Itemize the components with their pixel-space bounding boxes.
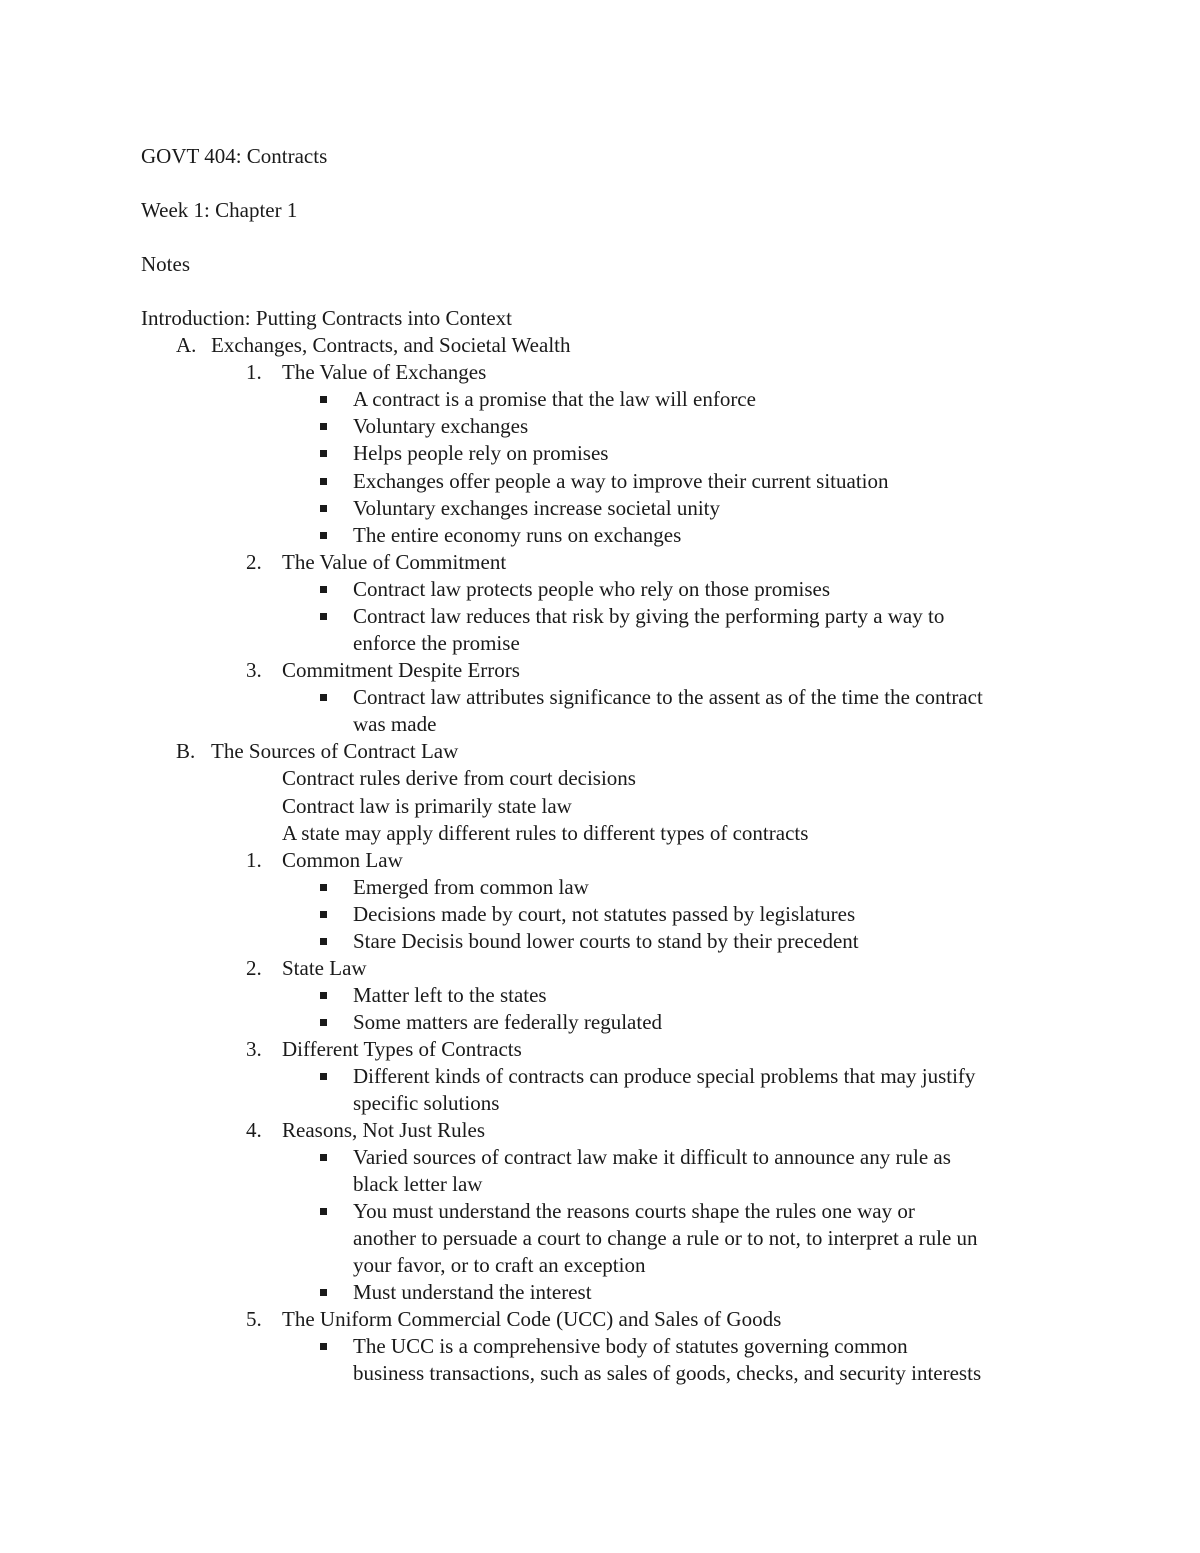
bullet-text-continued: black letter law	[353, 1172, 483, 1196]
bullet-text: A contract is a promise that the law will enforce	[353, 387, 756, 411]
bullet-text: Varied sources of contract law make it difficult to announce any rule as	[353, 1145, 951, 1169]
intro-text: Contract law is primarily state law	[282, 794, 572, 818]
bullet-square-icon	[320, 532, 327, 539]
item-label: The Value of Commitment	[282, 550, 507, 574]
bullet-square-icon	[320, 1073, 327, 1080]
bullet-text: Contract law attributes significance to the assent as of the time the contract	[353, 685, 983, 709]
section-a-marker: A.	[176, 333, 197, 357]
bullet-square-icon	[320, 505, 327, 512]
bullet-square-icon	[320, 396, 327, 403]
bullet-text-continued: enforce the promise	[353, 631, 520, 655]
document-title: GOVT 404: Contracts	[141, 144, 328, 168]
bullet-square-icon	[320, 423, 327, 430]
item-label: The Uniform Commercial Code (UCC) and Sales of Goods	[282, 1307, 782, 1331]
bullet-text: Contract law reduces that risk by giving the performing party a way to	[353, 604, 945, 628]
bullet-text: Must understand the interest	[353, 1280, 592, 1304]
bullet-text-continued: another to persuade a court to change a rule or to not, to interpret a rule un	[353, 1226, 978, 1250]
bullet-text: Decisions made by court, not statutes passed by legislatures	[353, 902, 856, 926]
bullet-square-icon	[320, 992, 327, 999]
bullet-text: The entire economy runs on exchanges	[353, 523, 682, 547]
item-marker: 1.	[246, 360, 262, 384]
item-marker: 2.	[246, 550, 262, 574]
bullet-text: Emerged from common law	[353, 875, 589, 899]
intro-text: A state may apply different rules to different types of contracts	[282, 821, 809, 845]
bullet-text: You must understand the reasons courts shape the rules one way or	[353, 1199, 915, 1223]
bullet-square-icon	[320, 450, 327, 457]
intro-text: Contract rules derive from court decisions	[282, 766, 636, 790]
item-marker: 1.	[246, 848, 262, 872]
bullet-text-continued: business transactions, such as sales of goods, checks, and security interests	[353, 1361, 982, 1385]
bullet-text: Exchanges offer people a way to improve their current situation	[353, 469, 889, 493]
bullet-text: Contract law protects people who rely on those promises	[353, 577, 831, 601]
section-b-label: The Sources of Contract Law	[211, 739, 459, 763]
bullet-text: The UCC is a comprehensive body of statutes governing common	[353, 1334, 908, 1358]
bullet-text: Different kinds of contracts can produce special problems that may justify	[353, 1064, 976, 1088]
item-label: Commitment Despite Errors	[282, 658, 520, 682]
item-marker: 3.	[246, 658, 262, 682]
bullet-text-continued: was made	[353, 712, 437, 736]
item-marker: 3.	[246, 1037, 262, 1061]
section-a-label: Exchanges, Contracts, and Societal Wealth	[211, 333, 571, 357]
week-heading: Week 1: Chapter 1	[141, 198, 298, 222]
item-marker: 4.	[246, 1118, 262, 1142]
bullet-text: Matter left to the states	[353, 983, 547, 1007]
bullet-text-continued: specific solutions	[353, 1091, 500, 1115]
bullet-square-icon	[320, 694, 327, 701]
bullet-square-icon	[320, 1289, 327, 1296]
section-b-marker: B.	[176, 739, 196, 763]
bullet-text: Helps people rely on promises	[353, 441, 609, 465]
bullet-square-icon	[320, 1019, 327, 1026]
notes-heading: Notes	[141, 252, 190, 276]
section-heading: Introduction: Putting Contracts into Context	[141, 306, 512, 330]
bullet-square-icon	[320, 1343, 327, 1350]
bullet-square-icon	[320, 613, 327, 620]
item-label: State Law	[282, 956, 367, 980]
bullet-square-icon	[320, 1154, 327, 1161]
bullet-text: Stare Decisis bound lower courts to stand by their precedent	[353, 929, 859, 953]
bullet-text: Voluntary exchanges	[353, 414, 529, 438]
item-label: Reasons, Not Just Rules	[282, 1118, 486, 1142]
bullet-text-continued: your favor, or to craft an exception	[353, 1253, 646, 1277]
item-marker: 5.	[246, 1307, 262, 1331]
bullet-square-icon	[320, 586, 327, 593]
bullet-text: Voluntary exchanges increase societal unity	[353, 496, 720, 520]
bullet-text: Some matters are federally regulated	[353, 1010, 663, 1034]
bullet-square-icon	[320, 911, 327, 918]
item-marker: 2.	[246, 956, 262, 980]
item-label: The Value of Exchanges	[282, 360, 487, 384]
bullet-square-icon	[320, 1208, 327, 1215]
item-label: Common Law	[282, 848, 403, 872]
bullet-square-icon	[320, 884, 327, 891]
bullet-square-icon	[320, 938, 327, 945]
bullet-square-icon	[320, 478, 327, 485]
item-label: Different Types of Contracts	[282, 1037, 522, 1061]
